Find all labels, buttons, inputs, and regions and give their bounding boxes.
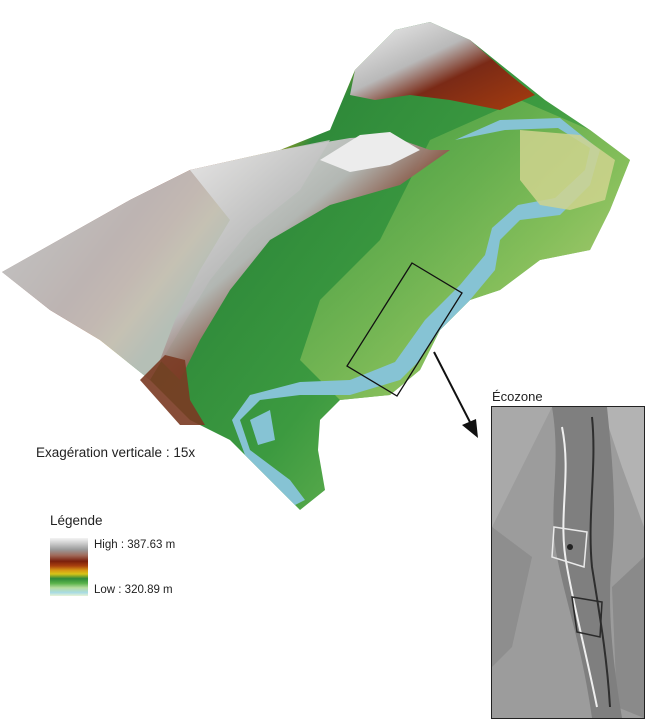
- legend-title: Légende: [50, 513, 103, 528]
- legend-low-label: Low : 320.89 m: [94, 584, 173, 596]
- legend-high-label: High : 387.63 m: [94, 539, 176, 551]
- north-peak: [350, 22, 535, 110]
- ecozone-inset: [491, 406, 645, 719]
- callout-arrow-head: [462, 419, 478, 438]
- callout-arrow-line: [434, 352, 472, 426]
- ecozone-hillshade: [492, 407, 644, 718]
- inset-title: Écozone: [492, 389, 543, 404]
- vertical-exaggeration-label: Exagération verticale : 15x: [36, 445, 196, 460]
- legend-color-ramp: [50, 538, 88, 596]
